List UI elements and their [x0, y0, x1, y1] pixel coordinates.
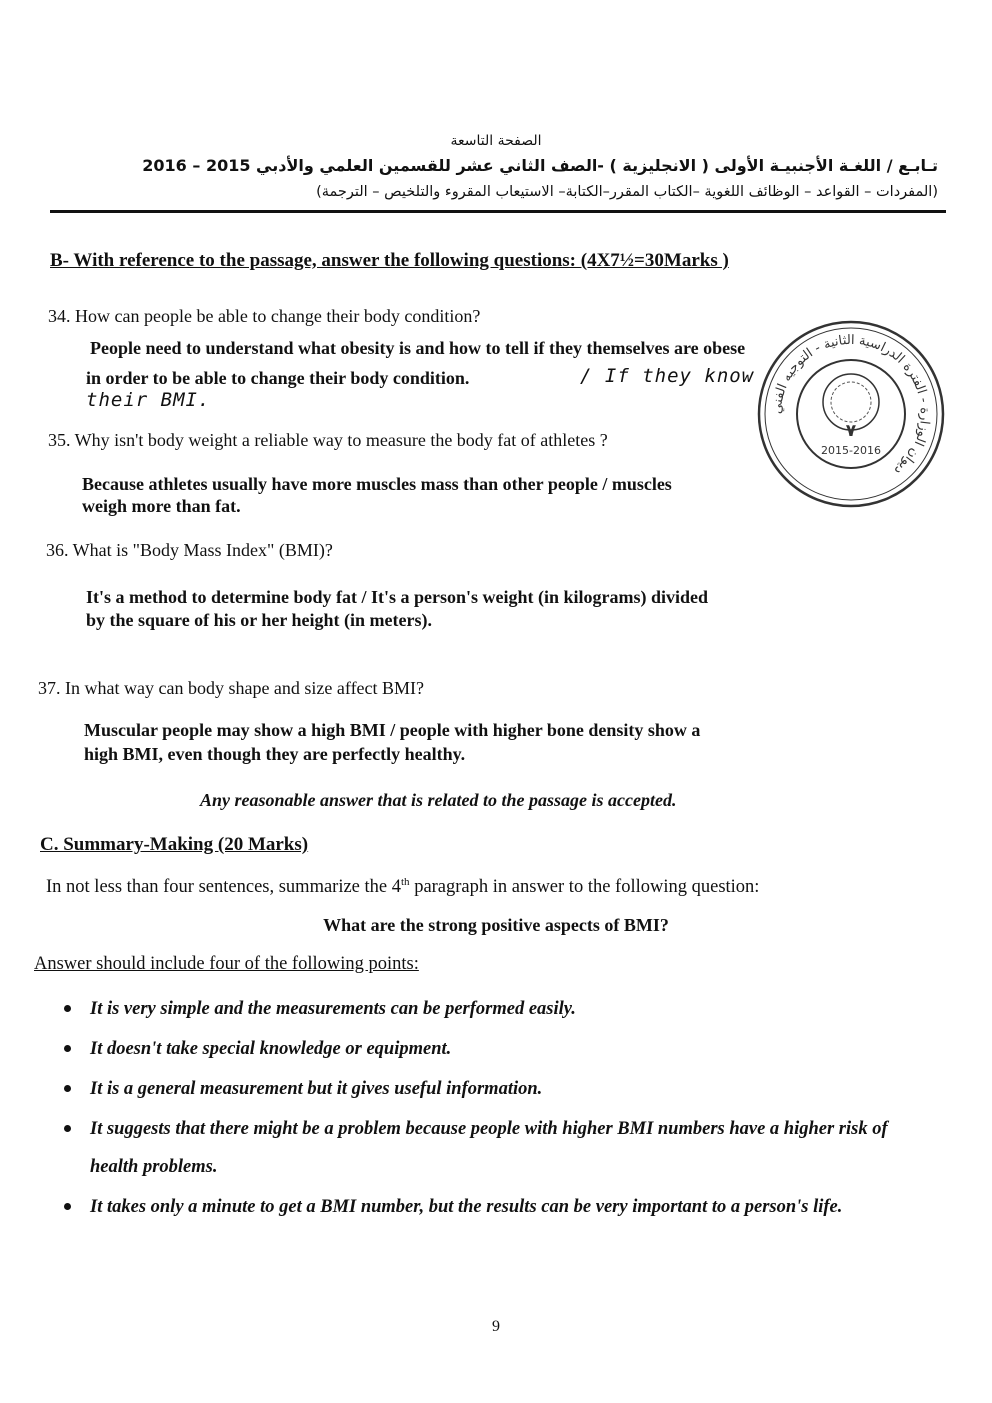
bullet-icon — [64, 1085, 71, 1092]
bullet-icon — [64, 1045, 71, 1052]
stamp-seal-icon — [755, 318, 947, 510]
page-label-arabic: الصفحة التاسعة — [450, 133, 542, 149]
stamp-year: 2015-2016 — [821, 444, 881, 457]
points-label: Answer should include four of the following points: — [34, 954, 419, 974]
answer-35-line-1: Because athletes usually have more muscles mass than other people / muscles — [82, 474, 672, 494]
answer-35-line-2: weigh more than fat. — [82, 496, 241, 516]
answer-34-line-2: in order to be able to change their body condition. — [86, 368, 470, 388]
list-item: It is a general measurement but it gives useful information. — [60, 1070, 930, 1108]
header-line-1: تـابـع / اللغـة الأجنبيـة الأولى ( الانجليزية ) -الصف الثاني عشر للقسمين العلمي والأدبي 2015 – 2016 — [142, 156, 938, 175]
stamp-center-mark: ٧ — [845, 421, 857, 441]
summary-question: What are the strong positive aspects of BMI? — [323, 915, 669, 935]
official-stamp — [755, 318, 947, 510]
list-item: It suggests that there might be a problem because people with higher BMI numbers have a higher risk of health problems. — [60, 1110, 930, 1186]
answer-37-line-1: Muscular people may show a high BMI / people with higher bone density show a — [84, 720, 701, 740]
summary-instruction: In not less than four sentences, summarize the 4th paragraph in answer to the following question: — [46, 876, 760, 898]
answer-34-line-1: People need to understand what obesity is and how to tell if they themselves are obese — [90, 338, 746, 358]
handwritten-note-1: / If they know — [580, 365, 755, 387]
page-number: 9 — [492, 1318, 500, 1335]
header-divider — [50, 210, 946, 213]
summary-points-list — [60, 990, 930, 1228]
list-item: It is very simple and the measurements can be performed easily. — [60, 990, 930, 1028]
answer-37-line-2: high BMI, even though they are perfectly healthy. — [84, 744, 466, 764]
handwritten-note-2: their BMI. — [86, 389, 211, 411]
section-b-title: B- With reference to the passage, answer the following questions: (4X7½=30Marks ) — [50, 250, 729, 271]
header-line-2: (المفردات – القواعد – الوظائف اللغوية –الكتاب المقرر–الكتابة– الاستيعاب المقروء والتلخيص – الترجمة) — [316, 184, 938, 200]
list-item: It doesn't take special knowledge or equipment. — [60, 1030, 930, 1068]
answer-36-line-1: It's a method to determine body fat / It's a person's weight (in kilograms) divided — [86, 587, 709, 607]
bullet-icon — [64, 1203, 71, 1210]
bullet-icon — [64, 1125, 71, 1132]
answer-36-line-2: by the square of his or her height (in meters). — [86, 610, 432, 630]
question-34: 34. How can people be able to change their body condition? — [48, 306, 481, 326]
question-37: 37. In what way can body shape and size affect BMI? — [38, 678, 425, 698]
question-36: 36. What is "Body Mass Index" (BMI)? — [46, 540, 333, 560]
question-35: 35. Why isn't body weight a reliable way to measure the body fat of athletes ? — [48, 430, 608, 450]
section-c-title: C. Summary-Making (20 Marks) — [40, 834, 309, 855]
grading-note: Any reasonable answer that is related to the passage is accepted. — [200, 790, 677, 810]
bullet-icon — [64, 1005, 71, 1012]
stamp-ring-text: ديوان الوزارة - الفترة الدراسية الثانية - التوجيه الفني — [769, 332, 933, 479]
list-item: It takes only a minute to get a BMI number, but the results can be very important to a person's life. — [60, 1188, 930, 1226]
